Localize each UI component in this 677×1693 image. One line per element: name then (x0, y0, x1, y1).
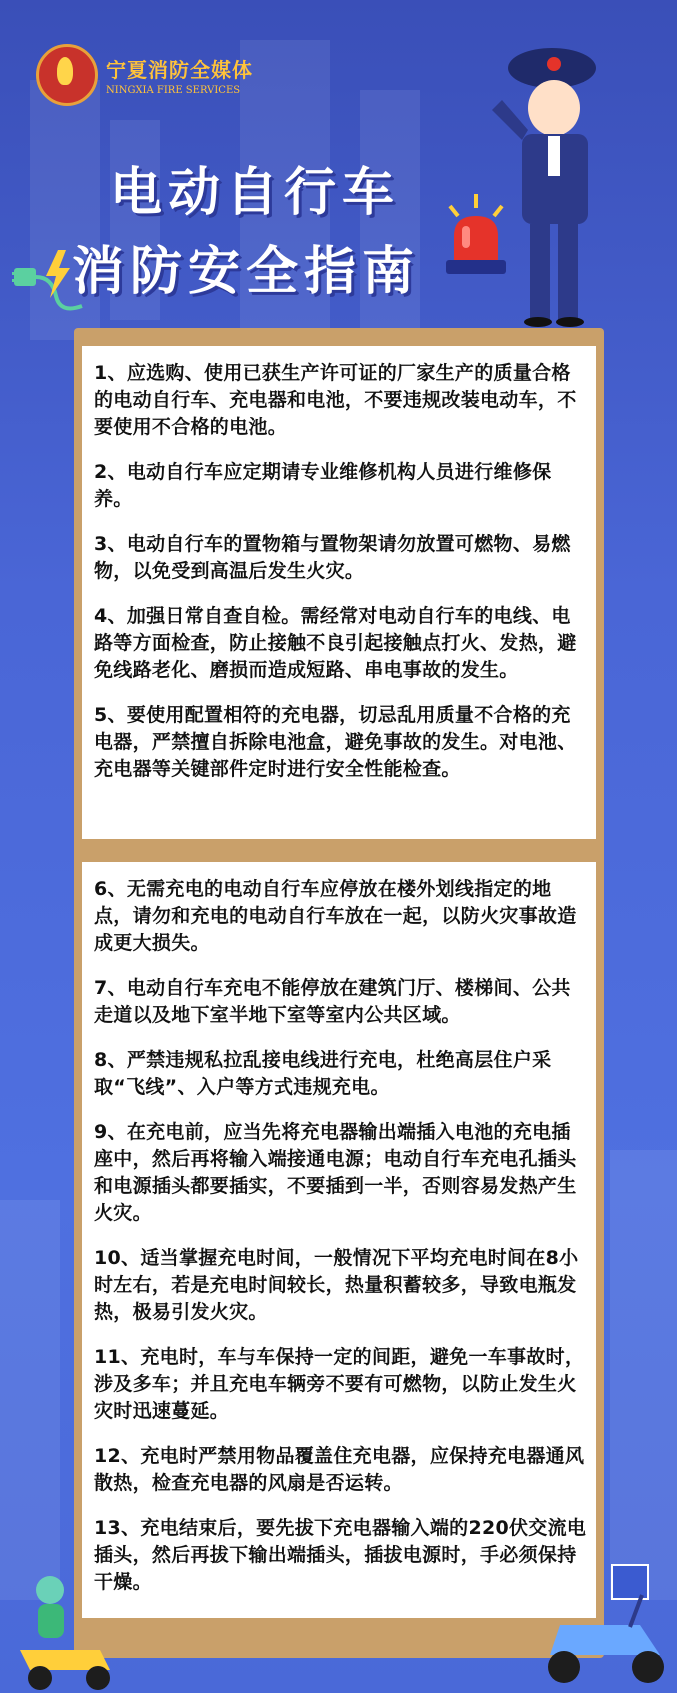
brand-logo (36, 44, 253, 106)
guide-item-4: 4、加强日常自查自检。需经常对电动自行车的电线、电路等方面检查，防止接触不良引起接触点打火、发热，避免线路老化、磨损而造成短路、串电事故的发生。 (94, 605, 577, 681)
guide-item-2: 2、电动自行车应定期请专业维修机构人员进行维修保养。 (94, 461, 552, 510)
guide-item-9: 9、在充电前，应当先将充电器输出端插入电池的充电插座中，然后再将输入端接通电源；电动自行车充电孔插头和电源插头都要插实，不要插到一半，否则容易发热产生火灾。 (94, 1121, 577, 1224)
guide-item-12: 12、充电时严禁用物品覆盖住充电器，应保持充电器通风散热，检查充电器的风扇是否运转。 (94, 1445, 585, 1494)
logo-chinese-name: 宁夏消防全媒体 (106, 58, 253, 82)
guide-item-13: 13、充电结束后，要先拔下充电器输入端的220伏交流电插头，然后再拔下输出端插头，插拔电源时，手必须保持干燥。 (94, 1517, 587, 1593)
guide-item-5: 5、要使用配置相符的充电器，切忌乱用质量不合格的充电器，严禁擅自拆除电池盒，避免事故的发生。对电池、充电器等关键部件定时进行安全性能检查。 (94, 704, 577, 780)
guide-item-8: 8、严禁违规私拉乱接电线进行充电，杜绝高层住户采取“飞线”、入户等方式违规充电。 (94, 1049, 552, 1098)
page-title (72, 150, 420, 304)
title-line-1: 电动自行车 (110, 163, 401, 223)
guide-panel-1 (82, 346, 596, 839)
guide-item-6: 6、无需充电的电动自行车应停放在楼外划线指定的地点，请勿和充电的电动自行车放在一起，以防火灾事故造成更大损失。 (94, 878, 577, 954)
plug-lightning-icon (12, 246, 92, 316)
title-line-2: 消防安全指南 (72, 242, 421, 302)
guide-item-7: 7、电动自行车充电不能停放在建筑门厅、楼梯间、公共走道以及地下室半地下室等室内公共区域。 (94, 977, 571, 1026)
guide-panel-2 (82, 862, 596, 1618)
guide-item-3: 3、电动自行车的置物箱与置物架请勿放置可燃物、易燃物，以免受到高温后发生火灾。 (94, 533, 571, 582)
guide-item-1: 1、应选购、使用已获生产许可证的厂家生产的质量合格的电动自行车、充电器和电池，不要违规改装电动车，不要使用不合格的电池。 (94, 362, 577, 438)
logo-english-name: NINGXIA FIRE SERVICES (106, 85, 241, 96)
guide-item-10: 10、适当掌握充电时间，一般情况下平均充电时间在8小时左右，若是充电时间较长，热量积蓄较多，导致电瓶发热，极易引发火灾。 (94, 1247, 579, 1323)
scooter-illustration (530, 1555, 677, 1693)
firefighter-saluting-illustration (482, 30, 632, 330)
guide-item-11: 11、充电时，车与车保持一定的间距，避免一车事故时，涉及多车；并且充电车辆旁不要有可燃物，以防止发生火灾时迅速蔓延。 (94, 1346, 585, 1422)
scooter-rider-illustration (10, 1560, 120, 1693)
fire-services-logo-icon (36, 44, 98, 106)
